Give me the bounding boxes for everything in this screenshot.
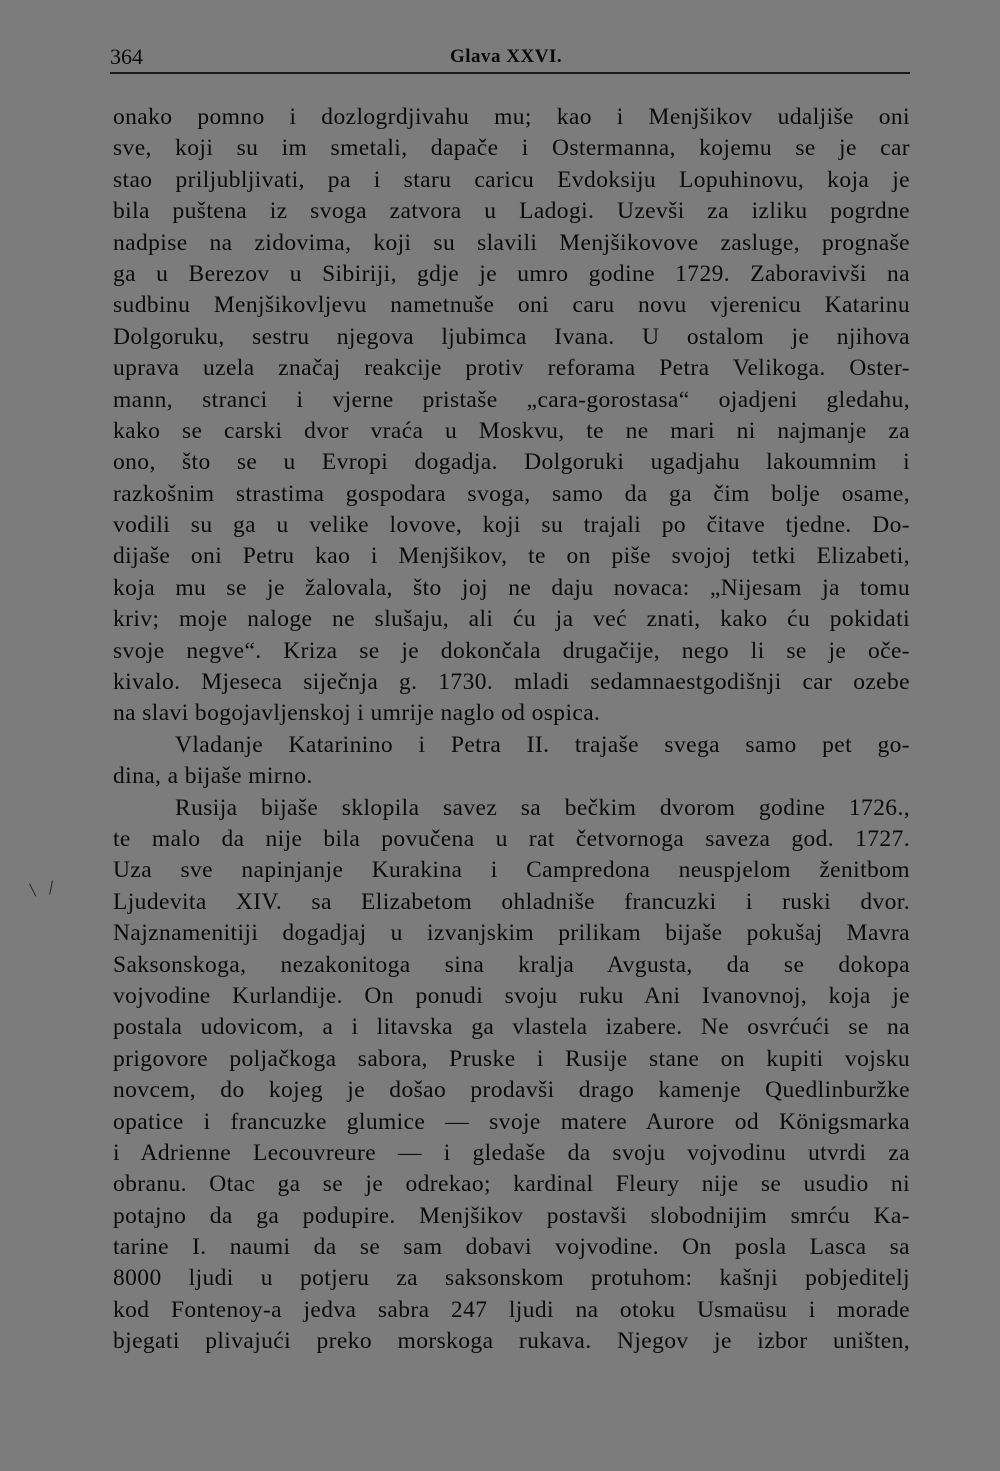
text-line: vojvodine Kurlandije. On ponudi svoju ruku Ani Ivanovnoj, koja je bbox=[113, 982, 910, 1009]
text-line: ga u Berezov u Sibiriji, gdje je umro godine 1729. Zaboravivši na bbox=[113, 260, 910, 287]
text-line: nadpise na zidovima, koji su slavili Menjšikovove zasluge, prognaše bbox=[113, 229, 910, 256]
text-line: Dolgoruku, sestru njegova ljubimca Ivana. U ostalom je njihova bbox=[113, 323, 910, 350]
text-line: kivalo. Mjeseca siječnja g. 1730. mladi sedamnaestgodišnji car ozebe bbox=[113, 669, 910, 696]
text-line: koja mu se je žalovala, što joj ne daju novaca: „Nijesam ja tomu bbox=[113, 574, 910, 601]
text-line: sve, koji su im smetali, dapače i Ostermanna, kojemu se je car bbox=[113, 135, 910, 162]
text-line: bila puštena iz svoga zatvora u Ladogi. Uzevši za izliku pogrdne bbox=[113, 198, 910, 225]
margin-annotation: \ / bbox=[28, 876, 60, 902]
running-title: Glava XXVI. bbox=[450, 46, 563, 67]
page-number: 364 bbox=[110, 44, 143, 69]
text-line: 8000 ljudi u potjeru za saksonskom protuhom: kašnji pobjeditelj bbox=[113, 1265, 910, 1292]
text-line: svoje negve“. Kriza se je dokončala drugačije, nego li se je oče- bbox=[113, 637, 910, 664]
text-line: dina, a bijaše mirno. bbox=[113, 763, 313, 790]
body-text bbox=[113, 102, 910, 1358]
text-line: tarine I. naumi da se sam dobavi vojvodine. On posla Lasca sa bbox=[113, 1234, 910, 1261]
text-line: onako pomno i dozlogrdjivahu mu; kao i Menjšikov udaljiše oni bbox=[113, 104, 910, 130]
text-line: sudbinu Menjšikovljevu nametnuše oni caru novu vjerenicu Katarinu bbox=[113, 292, 910, 319]
text-line: potajno da ga podupire. Menjšikov postavši slobodnijim smrću Ka- bbox=[113, 1202, 910, 1229]
text-line: uprava uzela značaj reakcije protiv reforama Petra Velikoga. Oster- bbox=[113, 355, 910, 382]
page-header bbox=[110, 44, 910, 74]
text-line: dijaše oni Petru kao i Menjšikov, te on piše svojoj tetki Elizabeti, bbox=[113, 543, 910, 570]
text-line: vodili su ga u velike lovove, koji su trajali po čitave tjedne. Do- bbox=[113, 512, 910, 539]
text-line: Vladanje Katarinino i Petra II. trajaše svega samo pet go- bbox=[175, 731, 910, 758]
text-line: mann, stranci i vjerne pristaše „cara-gorostasa“ ojadjeni gledahu, bbox=[113, 386, 910, 413]
text-line: novcem, do kojeg je došao prodavši drago kamenje Quedlinburžke bbox=[113, 1077, 910, 1104]
text-line: Saksonskoga, nezakonitoga sina kralja Avgusta, da se dokopa bbox=[113, 951, 910, 978]
text-line: kako se carski dvor vraća u Moskvu, te ne mari ni najmanje za bbox=[113, 417, 910, 444]
text-line: bjegati plivajući preko morskoga rukava. Njegov je izbor uništen, bbox=[113, 1328, 910, 1355]
text-line: kod Fontenoy-a jedva sabra 247 ljudi na otoku Usmaüsu i morade bbox=[113, 1296, 910, 1323]
text-line: Rusija bijaše sklopila savez sa bečkim dvorom godine 1726., bbox=[175, 794, 910, 821]
header-rule bbox=[110, 72, 910, 74]
text-line: ono, što se u Evropi dogadja. Dolgoruki ugadjahu lakoumnim i bbox=[113, 449, 910, 476]
text-line: prigovore poljačkoga sabora, Pruske i Rusije stane on kupiti vojsku bbox=[113, 1045, 910, 1072]
text-line: opatice i francuzke glumice — svoje matere Aurore od Königsmarka bbox=[113, 1108, 910, 1135]
text-line: na slavi bogojavljenskoj i umrije naglo od ospica. bbox=[113, 700, 601, 727]
text-line: postala udovicom, a i litavska ga vlastela izabere. Ne osvrćući se na bbox=[113, 1014, 910, 1041]
text-line: Uza sve napinjanje Kurakina i Campredona neuspjelom ženitbom bbox=[113, 857, 910, 884]
text-line: kriv; moje naloge ne slušaju, ali ću ja već znati, kako ću pokidati bbox=[113, 606, 910, 633]
text-line: obranu. Otac ga se je odrekao; kardinal Fleury nije se usudio ni bbox=[113, 1171, 910, 1198]
text-line: i Adrienne Lecouvreure — i gledaše da svoju vojvodinu utvrdi za bbox=[113, 1139, 910, 1166]
text-line: stao priljubljivati, pa i staru caricu Evdoksiju Lopuhinovu, koja je bbox=[113, 166, 910, 193]
text-line: te malo da nije bila povučena u rat četvornoga saveza god. 1727. bbox=[113, 825, 910, 852]
text-line: Najznamenitiji dogadjaj u izvanjskim prilikam bijaše pokušaj Mavra bbox=[113, 920, 910, 947]
text-line: Ljudevita XIV. sa Elizabetom ohladniše francuzki i ruski dvor. bbox=[113, 888, 910, 915]
text-line: razkošnim strastima gospodara svoga, samo da ga čim bolje osame, bbox=[113, 480, 910, 507]
